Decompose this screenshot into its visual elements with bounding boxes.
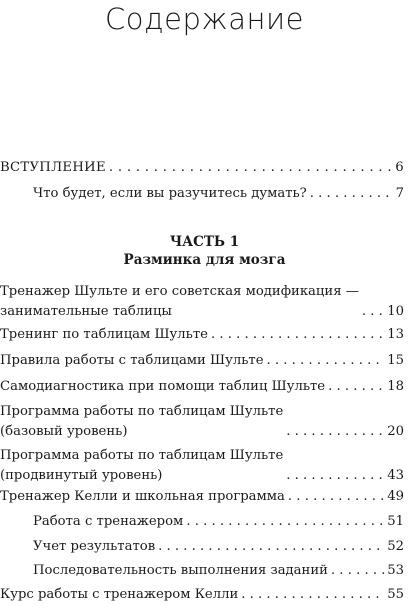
toc-leader-dots (362, 302, 385, 322)
toc-leader-dots (267, 351, 386, 371)
toc-page-number: 55 (387, 587, 404, 602)
toc-entry-text: Тренажер Келли и школьная программа (0, 489, 285, 504)
toc-entry-task-order[interactable] (33, 561, 404, 581)
toc-page-number: 43 (387, 468, 404, 483)
toc-entry-text: Правила работы с таблицами Шульте (0, 353, 264, 368)
part-label: ЧАСТЬ 1 (169, 234, 240, 250)
toc-entry-text-line2: занимательные таблицы (0, 304, 172, 319)
toc-page-number: 15 (387, 353, 404, 368)
toc-entry-results[interactable] (33, 537, 404, 557)
toc-page-number: 51 (387, 514, 404, 529)
toc-leader-dots (158, 537, 385, 557)
toc-leader-dots (288, 487, 385, 507)
toc-entry-text: Работа с тренажером (33, 514, 184, 529)
toc-entry-kelly-trainer[interactable] (0, 487, 404, 507)
toc-leader-dots (286, 466, 385, 486)
toc-leader-dots (241, 585, 385, 605)
page-title: Содержание (105, 2, 304, 36)
toc-entry-text-line1: Программа работы по таблицам Шульте (0, 404, 284, 419)
toc-leader-dots (211, 325, 385, 345)
toc-leader-dots (186, 512, 385, 532)
toc-leader-dots (310, 184, 394, 204)
toc-entry-text-line2: (базовый уровень) (0, 424, 128, 439)
toc-entry-text: ВСТУПЛЕНИЕ (0, 160, 106, 175)
part-title: Разминка для мозга (123, 252, 286, 268)
toc-page-number: 18 (387, 379, 404, 394)
toc-entry-text-line1: Программа работы по таблицам Шульте (0, 448, 284, 463)
toc-entry-schulte-trainer[interactable] (0, 282, 404, 322)
toc-entry-schulte-training[interactable] (0, 325, 404, 345)
toc-leader-dots (328, 377, 385, 397)
toc-entry-text-block (0, 446, 283, 486)
toc-entry-text: Самодиагностика при помощи таблиц Шульте (0, 379, 326, 394)
toc-leader-dots (331, 561, 385, 581)
toc-entry-what-if[interactable] (33, 184, 404, 204)
toc-leader-dots (109, 158, 393, 178)
toc-entry-kelly-course[interactable] (0, 585, 404, 605)
toc-page-number: 10 (387, 304, 404, 319)
toc-page-number: 6 (395, 160, 404, 175)
toc-entry-text: Тренинг по таблицам Шульте (0, 327, 208, 342)
toc-entry-text: Что будет, если вы разучитесь думать? (33, 186, 307, 201)
toc-entry-program-advanced[interactable] (0, 446, 404, 486)
toc-entry-schulte-rules[interactable] (0, 351, 404, 371)
toc-page-number: 20 (387, 424, 404, 439)
toc-page-number: 52 (387, 539, 404, 554)
toc-page-number: 49 (387, 489, 404, 504)
toc-entry-text-line1: Тренажер Шульте и его советская модификация — (0, 284, 359, 299)
toc-entry-text: Курс работы с тренажером Келли (0, 587, 239, 602)
toc-entry-text: Последовательность выполнения заданий (33, 563, 328, 578)
toc-entry-text-block (0, 402, 283, 442)
toc-entry-program-basic[interactable] (0, 402, 404, 442)
toc-entry-text: Учет результатов (33, 539, 156, 554)
toc-entry-text-block (0, 282, 359, 322)
toc-leader-dots (286, 422, 385, 442)
toc-entry-trainer-work[interactable] (33, 512, 404, 532)
toc-entry-intro[interactable] (0, 158, 404, 178)
toc-page-number: 13 (387, 327, 404, 342)
toc-page-number: 53 (387, 563, 404, 578)
toc-page-number: 7 (395, 186, 404, 201)
toc-entry-self-diagnostics[interactable] (0, 377, 404, 397)
toc-entry-text-line2: (продвинутый уровень) (0, 468, 163, 483)
